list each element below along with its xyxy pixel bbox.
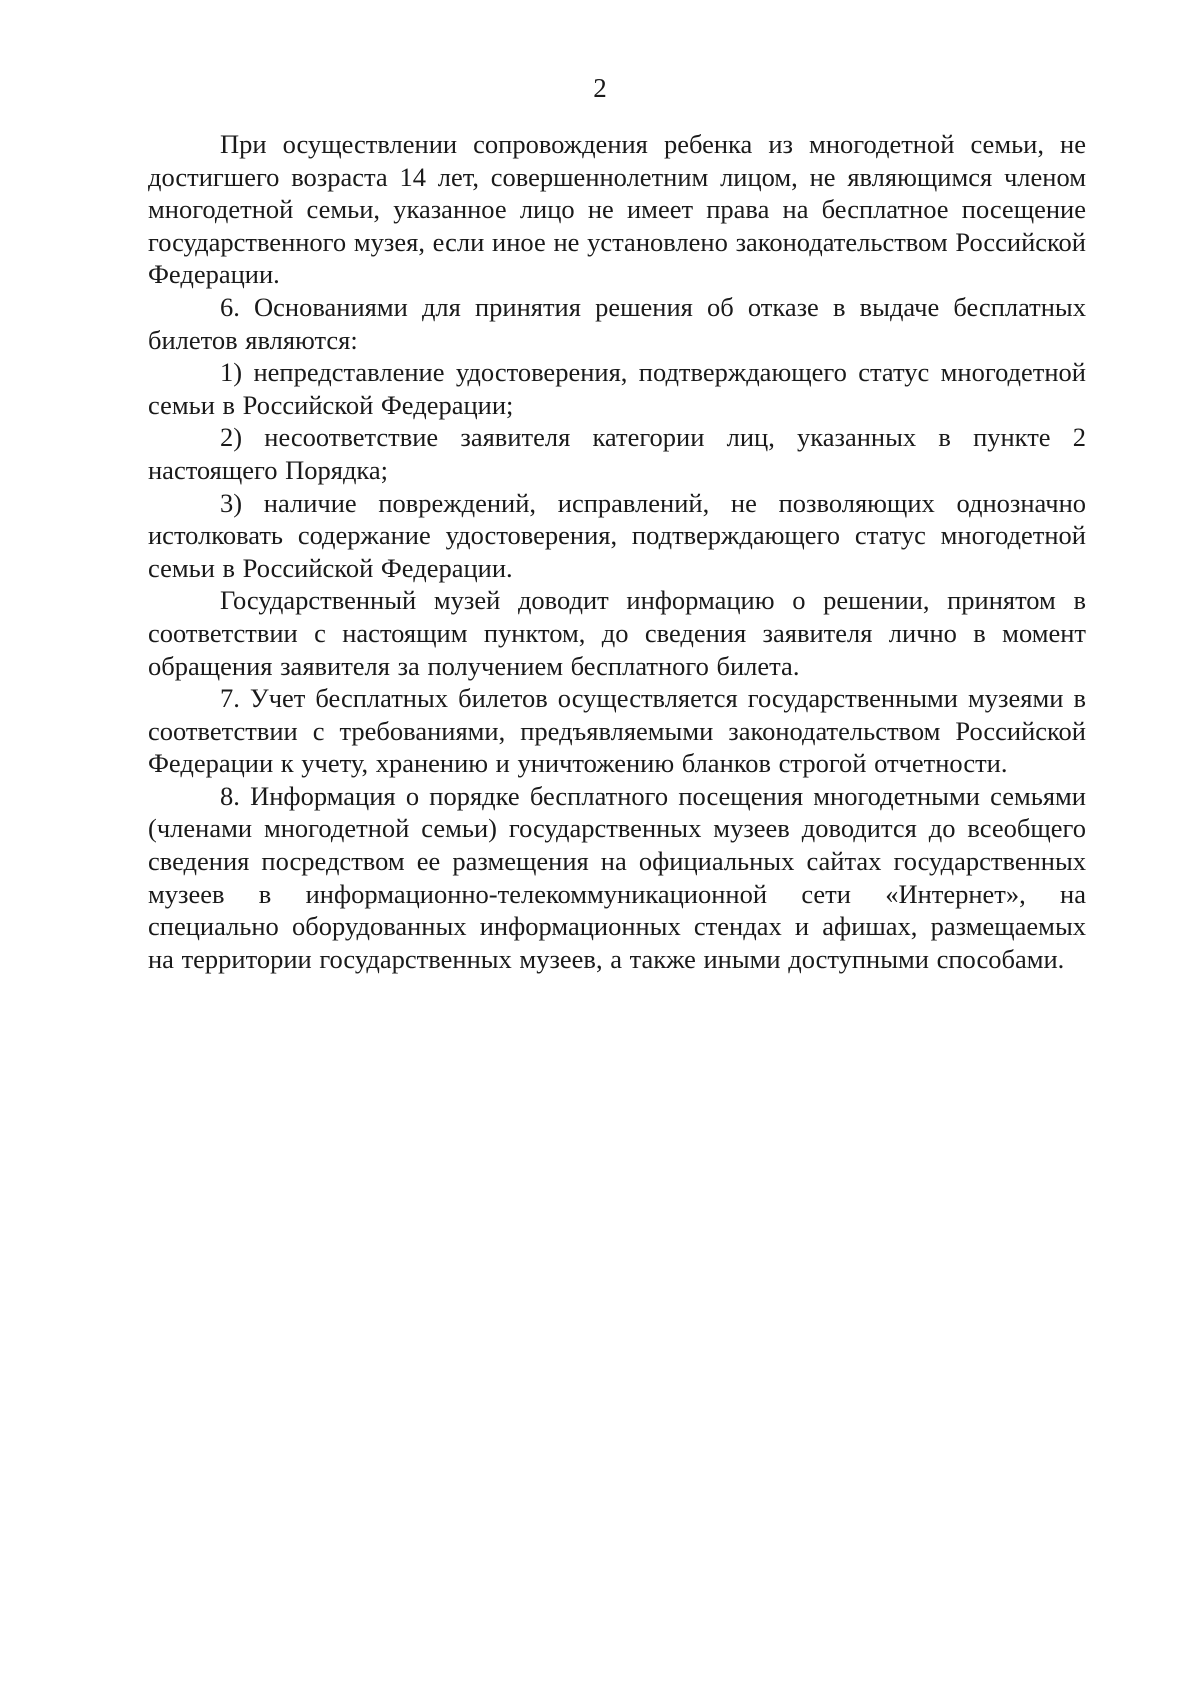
paragraph-escort-rule: При осуществлении сопровождения ребенка из многодетной семьи, не достигшего возраста 14 лет, совершеннолетним лицом, не являющимся членом многодетной семьи, указанное лицо не имеет права на бесплатное посещение государственного музея, если иное не установлено законодательством Российской Федерации. — [148, 129, 1086, 290]
paragraph-item-6-1: 1) непредставление удостоверения, подтверждающего статус многодетной семьи в Российской Федерации; — [148, 357, 1086, 420]
paragraph-item-8: 8. Информация о порядке бесплатного посещения многодетными семьями (членами многодетной семьи) государственных музеев доводится до всеобщего сведения посредством ее размещения на официальных сайтах государственных музеев в информационно-телекоммуникационной сети «Интернет», на специально оборудованных информационных стендах и афишах, размещаемых на территории государственных музеев, а также иными доступными способами. — [148, 780, 1086, 974]
paragraph-decision-notice: Государственный музей доводит информацию о решении, принятом в соответствии с настоящим пунктом, до сведения заявителя лично в момент обращения заявителя за получением бесплатного билета. — [148, 585, 1086, 681]
paragraph-item-6-2: 2) несоответствие заявителя категории лиц, указанных в пункте 2 настоящего Порядка; — [148, 422, 1086, 485]
paragraph-item-6: 6. Основаниями для принятия решения об отказе в выдаче бесплатных билетов являются: — [148, 291, 1086, 355]
paragraph-item-6-3: 3) наличие повреждений, исправлений, не позволяющих однозначно истолковать содержание удостоверения, подтверждающего статус многодетной семьи в Российской Федерации. — [148, 487, 1086, 583]
document-body — [148, 128, 1086, 975]
page-number: 2 — [593, 73, 607, 103]
paragraph-item-7: 7. Учет бесплатных билетов осуществляется государственными музеями в соответствии с требованиями, предъявляемыми законодательством Российской Федерации к учету, хранению и уничтожению бланков строгой отчетности. — [148, 683, 1086, 779]
